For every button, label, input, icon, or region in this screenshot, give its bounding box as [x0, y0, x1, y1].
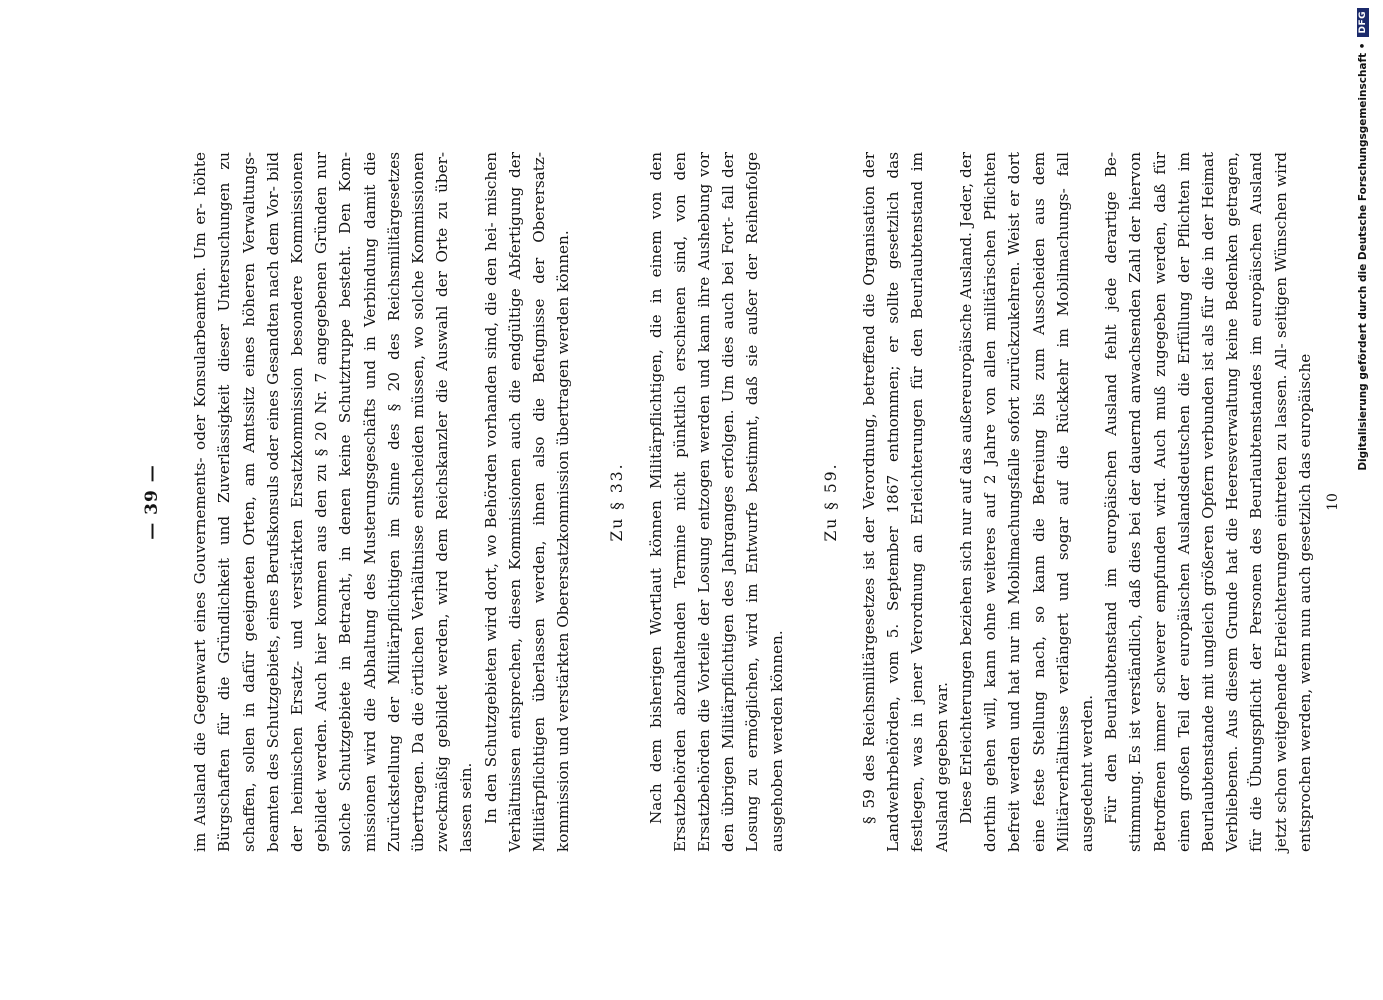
- paragraph-2: In den Schutzgebieten wird dort, wo Behörden vorhanden sind, die den hei- mischen Verhältnissen entsprechen, diesen Kommissionen auch die endgültige Abfertigung der Militärpflichtigen überlassen werden, ihnen also die Befugnisse der Oberersatz- kommission und verstärkten Oberersatzkommission übertragen werden können.: [481, 152, 573, 852]
- paragraph-6: Für den Beurlaubtenstand im europäischen Ausland fehlt jede derartige Be- stimmung. Es ist verständlich, daß dies bei der dauernd anwachsenden Zahl der hiervon Betroffenen immer schwerer empfunden wird. Auch muß zugegeben werden, daß für einen großen Teil der europäischen Auslandsdeutschen die Erfüllung der Pflichten im Beurlaubtenstande mit ungleich größeren Opfern verbunden ist als für die in der Heimat Verbliebenen. Aus diesem Grunde hat die Heeresverwaltung keine Bedenken getragen, für die Übungspflicht der Personen des Beurlaubtenstandes im europäischen Ausland jetzt schon weitgehende Erleichterungen eintreten zu lassen. All- seitigen Wünschen wird entsprochen werden, wenn nun auch gesetzlich das europäische: [1102, 152, 1314, 852]
- document-page: [140, 142, 1341, 862]
- page-number: — 39 —: [142, 464, 162, 540]
- dfg-logo: DFG: [1357, 8, 1369, 37]
- rotated-text-block: [140, 142, 1341, 862]
- credit-text: Digitalisierung gefördert durch die Deutsche Forschungsgemeinschaft •: [1357, 42, 1369, 471]
- signature-mark: 10: [1324, 493, 1341, 511]
- section-heading-33: Zu § 33.: [608, 462, 627, 542]
- paragraph-5: Diese Erleichterungen beziehen sich nur auf das außereuropäische Ausland. Jeder, der dorthin gehen will, kann ohne weiteres auf 2 Jahre von allen militärischen Pflichten befreit werden und hat nur im Mobilmachungsfalle sofort zurückzukehren. Weist er dort eine feste Stellung nach, so kann die Befreiung bis zum Ausscheiden aus dem Militärverhältnisse verlängert und sogar auf die Rückkehr im Mobilmachungs- fall ausgedehnt werden.: [956, 152, 1096, 852]
- section-heading-59: Zu § 59.: [821, 462, 840, 542]
- paragraph-1: im Ausland die Gegenwart eines Gouvernements- oder Konsularbeamten. Um er- höhte Bürgschaften für die Gründlichkeit und Zuverlässigkeit dieser Untersuchungen zu schaffen, sollen in dafür geeigneten Orten, am Amtssitz eines höheren Verwaltungs- beamten des Schutzgebiets, eines Berufskonsuls oder eines Gesandten nach dem Vor- bild der heimischen Ersatz- und verstärkten Ersatzkommission besondere Kommissionen gebildet werden. Auch hier kommen aus den zu § 20 Nr. 7 angegebenen Gründen nur solche Schutzgebiete in Betracht, in denen keine Schutztruppe besteht. Den Kom- missionen wird die Abhaltung des Musterungsgeschäfts und in Verbindung damit die Zurückstellung der Militärpflichtigen im Sinne des § 20 des Reichsmilitärgesetzes übertragen. Da die örtlichen Verhältnisse entscheiden müssen, wo solche Kommissionen zweckmäßig gebildet werden, wird dem Reichskanzler die Auswahl der Orte zu über- lassen sein.: [191, 152, 476, 852]
- paragraph-3: Nach dem bisherigen Wortlaut können Militärpflichtigen, die in einem von den Ersatzbehörden abzuhaltenden Termine nicht pünktlich erschienen sind, von den Ersatzbehörden die Vorteile der Losung entzogen werden und kann ihre Aushebung vor den übrigen Militärpflichtigen des Jahrganges erfolgen. Um dies auch bei Fort- fall der Losung zu ermöglichen, wird im Entwurfe bestimmt, daß sie außer der Reihenfolge ausgehoben werden können.: [646, 152, 786, 852]
- paragraph-4: § 59 des Reichsmilitärgesetzes ist der Verordnung, betreffend die Organisation der Landwehrbehörden, vom 5. September 1867 entnommen; er sollte gesetzlich das festlegen, was in jener Verordnung an Erleichterungen für den Beurlaubtenstand im Ausland gegeben war.: [860, 152, 951, 852]
- dfg-credit-strip: [1343, 0, 1383, 1000]
- page-body: [140, 142, 1345, 862]
